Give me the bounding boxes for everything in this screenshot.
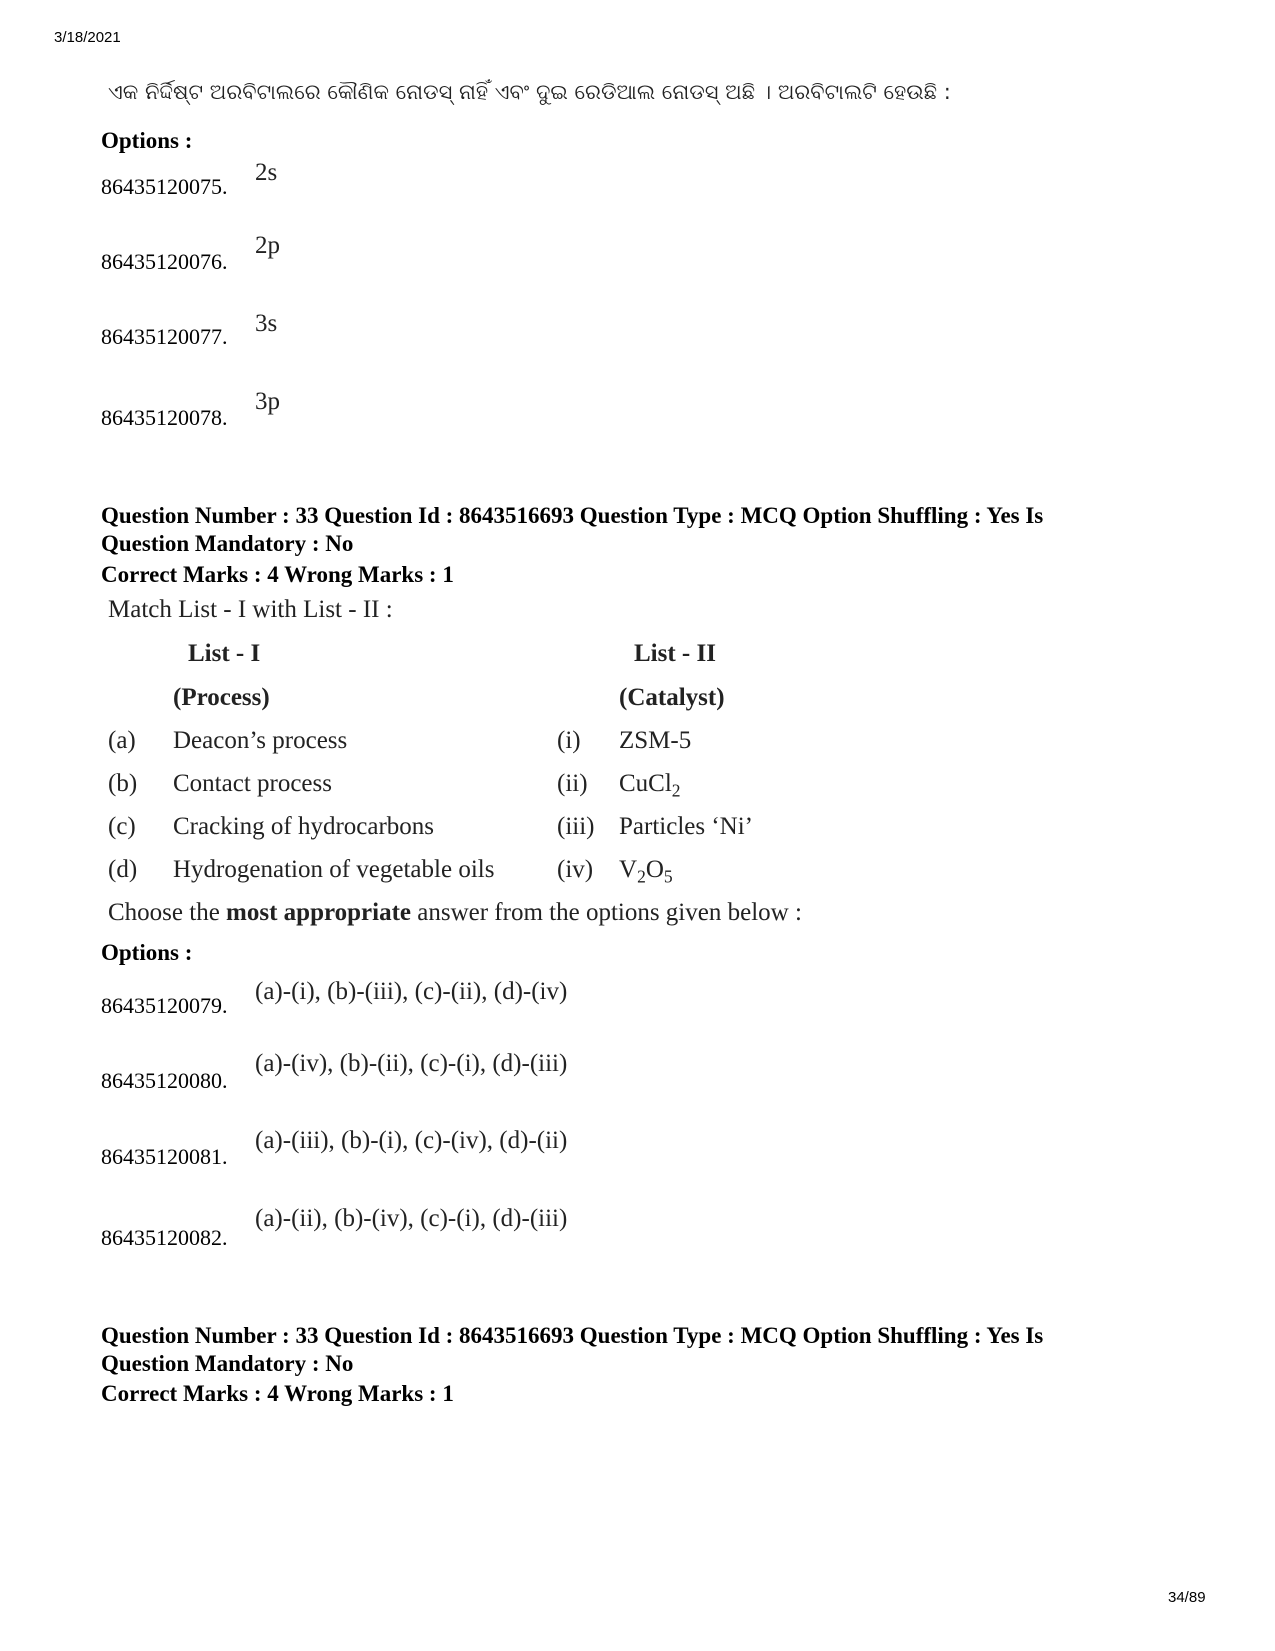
list1-heading: List - I xyxy=(188,640,261,667)
option-text: 3s xyxy=(255,310,278,337)
question-text-odia: ଏକ ନିର୍ଦ୍ଦିଷ୍ଟ ଅରବିଟାଲରେ କୌଣିକ ନୋଡସ୍ ନାହିଁ ଏବଂ ଦୁଇ ରେଡିଆଲ ନୋଡସ୍ ଅଛି । ଅରବିଟାଲଟି ହେଉଛି : xyxy=(108,80,951,104)
row-catalyst: Particles ‘Ni’ xyxy=(619,813,753,840)
option-text: (a)-(ii), (b)-(iv), (c)-(i), (d)-(iii) xyxy=(255,1205,568,1232)
next-question-meta xyxy=(101,1322,1043,1378)
match-intro xyxy=(108,596,393,624)
option-text: 3p xyxy=(255,388,280,415)
row-num: (ii) xyxy=(557,770,588,797)
row-num: (iv) xyxy=(557,856,594,883)
option-id: 86435120077. xyxy=(101,324,228,349)
option-text: (a)-(iv), (b)-(ii), (c)-(i), (d)-(iii) xyxy=(255,1050,568,1077)
choose-instruction xyxy=(108,899,802,927)
row-num: (iii) xyxy=(557,813,595,840)
catalyst-subscript: 5 xyxy=(663,866,673,887)
row-num: (i) xyxy=(557,727,581,754)
option-text: 2p xyxy=(255,232,280,259)
option-id: 86435120075. xyxy=(101,174,228,199)
print-date: 3/18/2021 xyxy=(54,29,121,46)
row-process: Hydrogenation of vegetable oils xyxy=(173,856,495,883)
option-id: 86435120079. xyxy=(101,993,228,1018)
row-process: Cracking of hydrocarbons xyxy=(173,813,435,840)
option-id: 86435120076. xyxy=(101,249,228,274)
page-number: 34/89 xyxy=(1168,1589,1206,1606)
catalyst-subscript: 2 xyxy=(671,780,681,801)
catalyst-subscript: 2 xyxy=(637,866,646,887)
options-label: Options : xyxy=(101,128,193,153)
row-label: (d) xyxy=(108,856,138,883)
row-process: Deacon’s process xyxy=(173,727,348,754)
question-meta-line1: Question Number : 33 Question Id : 8643516693 Question Type : MCQ Option Shuffling : Yes Is xyxy=(101,503,1044,528)
next-question-meta-line2: Question Mandatory : No xyxy=(101,1351,354,1376)
list2-subheading: (Catalyst) xyxy=(619,684,725,711)
catalyst-v: V xyxy=(619,856,638,883)
next-question-marks: Correct Marks : 4 Wrong Marks : 1 xyxy=(101,1381,454,1406)
option-id: 86435120078. xyxy=(101,405,228,430)
choose-pre: Choose the xyxy=(108,899,220,926)
catalyst-o: O xyxy=(645,856,664,883)
match-intro-text: Match List - I with List - II : xyxy=(108,596,393,623)
options-label: Options : xyxy=(101,940,193,965)
question-meta-line2: Question Mandatory : No xyxy=(101,531,354,556)
row-process: Contact process xyxy=(173,770,332,797)
option-id: 86435120080. xyxy=(101,1068,228,1093)
list1-subheading: (Process) xyxy=(173,684,270,711)
question-marks: Correct Marks : 4 Wrong Marks : 1 xyxy=(101,562,454,587)
row-catalyst xyxy=(619,770,681,801)
option-id: 86435120081. xyxy=(101,1144,228,1169)
choose-post: answer from the options given below : xyxy=(417,899,802,926)
next-question-meta-line1: Question Number : 33 Question Id : 8643516693 Question Type : MCQ Option Shuffling : Yes Is xyxy=(101,1323,1044,1348)
option-id: 86435120082. xyxy=(101,1225,228,1250)
option-text: 2s xyxy=(255,159,278,186)
option-text: (a)-(iii), (b)-(i), (c)-(iv), (d)-(ii) xyxy=(255,1127,568,1154)
list2-heading: List - II xyxy=(634,640,716,667)
row-label: (b) xyxy=(108,770,138,797)
row-label: (a) xyxy=(108,727,136,754)
catalyst-main: CuCl xyxy=(619,770,672,797)
row-catalyst xyxy=(619,856,673,887)
choose-emphasis: most appropriate xyxy=(226,899,411,926)
question-meta xyxy=(101,502,1043,558)
row-catalyst: ZSM-5 xyxy=(619,727,692,754)
option-text: (a)-(i), (b)-(iii), (c)-(ii), (d)-(iv) xyxy=(255,978,568,1005)
row-label: (c) xyxy=(108,813,136,840)
